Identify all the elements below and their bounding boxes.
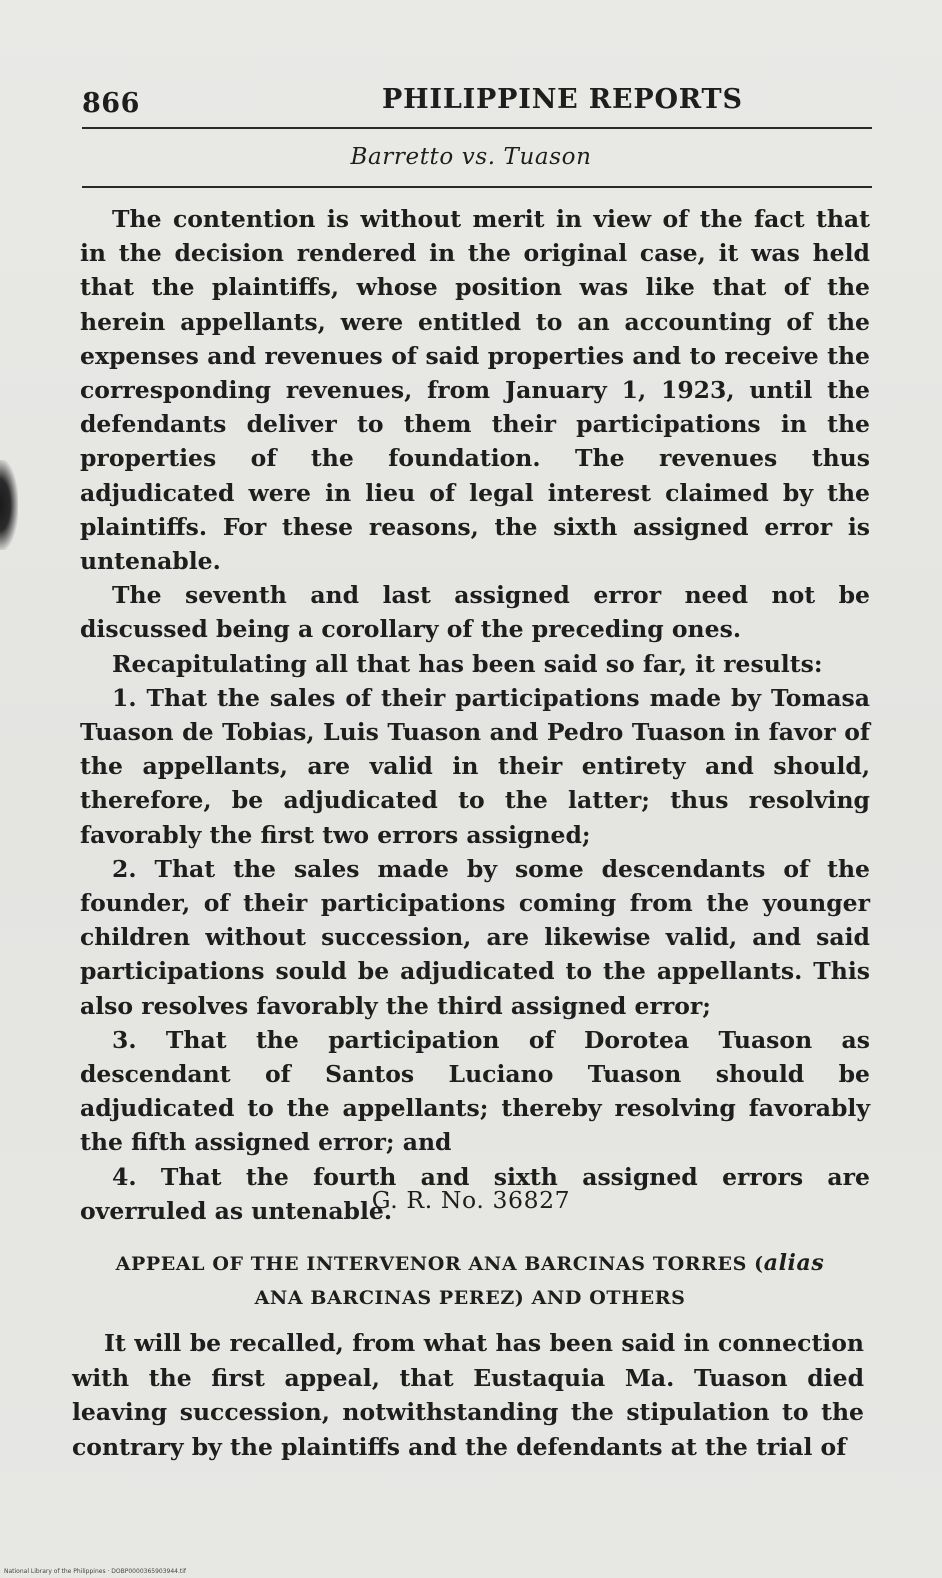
appeal-heading-line2: ANA BARCINAS PEREZ) AND OTHERS	[254, 1287, 686, 1309]
appeal-heading	[72, 1246, 868, 1315]
header-rule-bottom	[82, 186, 872, 188]
appeal-heading-alias: alias	[763, 1250, 825, 1276]
paragraph-contention: The contention is without merit in view of the fact that in the decision rendered in the original case, it was held that the plaintiffs, whose position was like that of the herein appellants, were entitled to an accounting of the expenses and revenues of said properties and to receive the corresponding revenues, from January 1, 1923, until the defendants deliver to them their participations in the properties of the foundation. The revenues thus adjudicated were in lieu of legal interest claimed by the plaintiffs. For these reasons, the sixth assigned error is untenable.	[80, 205, 870, 576]
running-title: PHILIPPINE REPORTS	[382, 84, 743, 115]
paragraph-item-1: 1. That the sales of their participations made by Tomasa Tuason de Tobias, Luis Tuason and Pedro Tuason in favor of the appellants, are valid in their entirety and should, therefore, be adjudicated to the latter; thus resolving favorably the first two errors assigned;	[80, 683, 870, 849]
case-title: Barretto vs. Tuason	[350, 144, 592, 170]
paragraph-item-4: 4. That the fourth and sixth assigned errors are overruled as untenable.	[80, 1162, 870, 1225]
paragraph-item-2: 2. That the sales made by some descendants of the founder, of their participations coming from the younger children without succession, are likewise valid, and said participations sould be adjudicated to the appellants. This also resolves favorably the third assigned error;	[80, 854, 870, 1020]
paragraph-recalled: It will be recalled, from what has been said in connection with the first appeal, that Eustaquia Ma. Tuason died leaving succession, notwithstanding the stipulation to the contrary by the plaintiffs and the defendants at the trial of	[72, 1329, 864, 1461]
appeal-body	[72, 1326, 864, 1464]
appeal-heading-line1: APPEAL OF THE INTERVENOR ANA BARCINAS TORRES (	[115, 1253, 764, 1275]
gr-number-heading: G. R. No. 36827	[371, 1186, 571, 1214]
archive-stamp: National Library of the Philippines · DOBP0000365903944.tif	[4, 1568, 187, 1575]
paragraph-recapitulating: Recapitulating all that has been said so far, it results:	[112, 649, 823, 678]
paragraph-seventh-error: The seventh and last assigned error need not be discussed being a corollary of the preceding ones.	[80, 581, 870, 644]
page-number: 866	[82, 88, 140, 119]
paragraph-item-3: 3. That the participation of Dorotea Tuason as descendant of Santos Luciano Tuason should be adjudicated to the appellants; thereby resolving favorably the fifth assigned error; and	[80, 1025, 870, 1157]
page-header	[82, 82, 872, 122]
binding-shadow	[0, 460, 18, 550]
decision-body	[80, 202, 870, 1228]
header-rule-top	[82, 127, 872, 129]
